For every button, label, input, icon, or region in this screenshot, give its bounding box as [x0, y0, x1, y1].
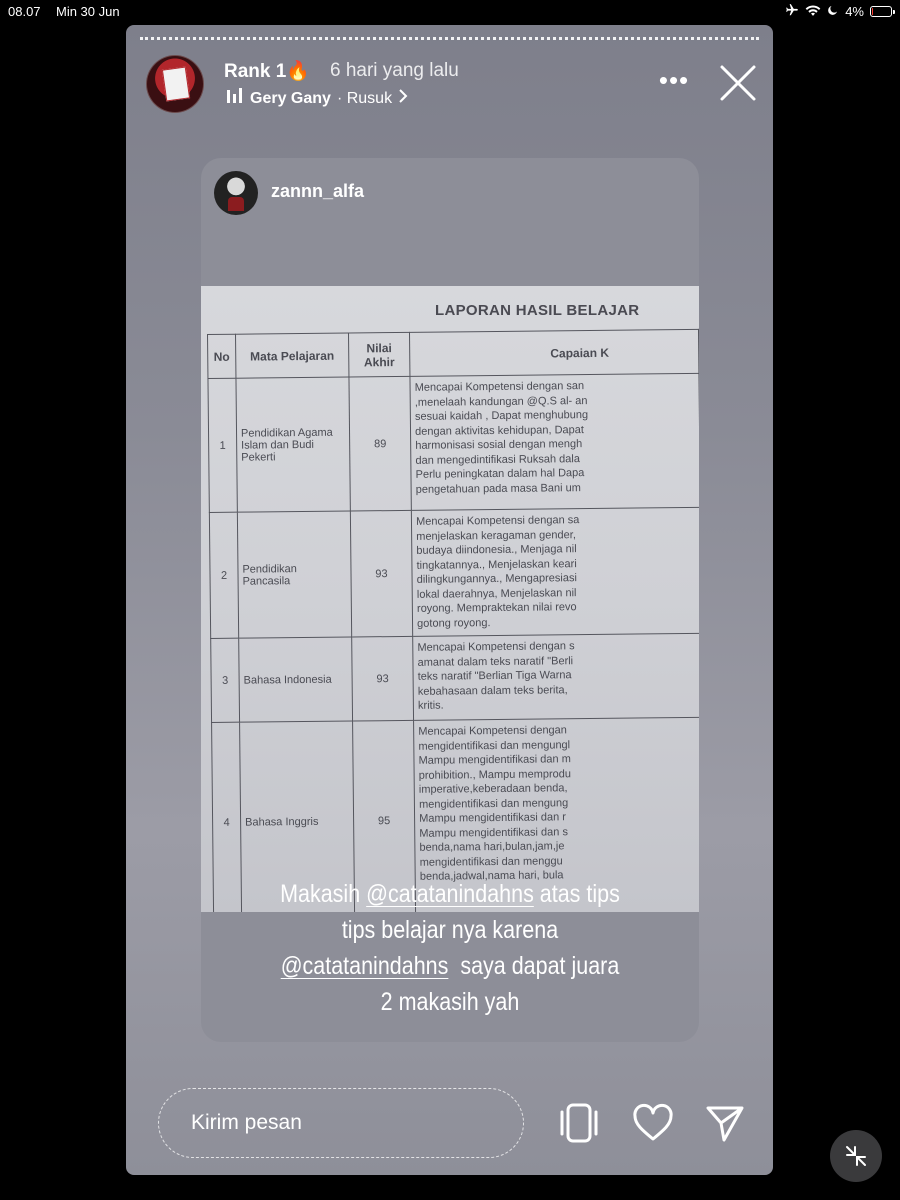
mention-link[interactable]: @catatanindahns [280, 952, 449, 980]
desc-line: Perlu peningkatan dalam hal Dapa [415, 467, 585, 481]
desc-line: Mencapai Kompetensi dengan [418, 724, 567, 738]
caption-line: tips belajar nya karena [341, 916, 559, 944]
caption-text: atas tips [533, 880, 620, 908]
battery-level [872, 8, 873, 15]
row-score: 93 [352, 636, 414, 721]
row-description [413, 633, 699, 720]
desc-line: sesuai kaidah , Dapat menghubung [414, 409, 589, 423]
header-subject: Mata Pelajaran [235, 333, 348, 378]
status-time: 08.07 [8, 4, 41, 19]
story-viewer[interactable] [126, 25, 773, 1175]
post-avatar[interactable] [214, 171, 258, 215]
status-icons [785, 3, 892, 20]
share-button[interactable] [702, 1100, 748, 1146]
caption-text: Makasih [280, 880, 367, 908]
send-icon [702, 1100, 748, 1146]
status-bar [0, 0, 900, 24]
desc-line: imperative,keberadaan benda, [418, 782, 568, 796]
desc-line: dilingkungannya., Mengapresiasi [416, 572, 577, 586]
story-user-line [224, 59, 459, 83]
mention-link[interactable]: @catatanindahns [366, 880, 534, 908]
caption-line [236, 948, 664, 984]
table-row [208, 373, 699, 512]
row-description [411, 507, 699, 636]
story-avatar[interactable] [146, 55, 204, 113]
desc-line: Mencapai Kompetensi dengan sa [416, 514, 580, 528]
desc-line: dengan aktivitas kehidupan, Dapat [415, 423, 584, 438]
wifi-icon [805, 4, 821, 20]
close-icon [716, 61, 760, 105]
desc-line: mengidentifikasi dan mengung [418, 796, 569, 811]
desc-line: lokal daerahnya, Menjelaskan nil [416, 586, 577, 601]
desc-line: royong. Mempraktekan nilai revo [416, 601, 577, 615]
shared-post-card[interactable] [201, 158, 699, 1042]
send-message-input[interactable]: Kirim pesan [158, 1088, 524, 1158]
desc-line: harmonisasi sosial dengan mengh [415, 438, 583, 452]
story-music[interactable] [226, 88, 408, 109]
desc-line: Mencapai Kompetensi dengan s [417, 640, 575, 654]
post-username[interactable]: zannn_alfa [271, 181, 365, 201]
post-photo [201, 286, 699, 912]
story-progress-bar [140, 37, 759, 40]
row-subject: Bahasa Indonesia [239, 637, 353, 722]
desc-line: Mampu mengidentifikasi dan m [418, 753, 571, 767]
like-button[interactable] [630, 1100, 676, 1146]
stack-view-button[interactable] [556, 1100, 602, 1146]
header-achievement: Capaian K [410, 329, 699, 376]
desc-line: teks naratif "Berlian Tiga Warna [417, 669, 572, 683]
desc-line: Mencapai Kompetensi dengan san [414, 380, 585, 394]
desc-line: benda,jadwal,nama hari, bula [419, 869, 564, 883]
row-score: 93 [350, 510, 413, 637]
battery-icon [870, 6, 892, 17]
desc-line: ,menelaah kandungan @Q.S al- an [414, 394, 588, 409]
collapse-arrows-icon [830, 1130, 882, 1182]
row-score: 89 [349, 376, 412, 511]
desc-line: kebahasaan dalam teks berita, [417, 683, 568, 698]
desc-line: pengetahuan pada masa Bani um [415, 481, 581, 496]
story-header [146, 55, 756, 115]
report-header-row [208, 329, 699, 378]
caption-text: saya dapat juara [448, 952, 620, 980]
row-no: 1 [208, 378, 237, 512]
desc-line: benda,nama hari,bulan,jam,je [419, 840, 565, 854]
row-no: 3 [211, 638, 240, 722]
desc-line: tingkatannya., Menjelaskan keari [416, 557, 577, 572]
story-time-ago: 6 hari yang lalu [329, 60, 459, 81]
table-row [211, 633, 699, 722]
music-bars-icon [226, 88, 244, 109]
status-date: Min 30 Jun [56, 4, 120, 19]
desc-line: mengidentifikasi dan mengungl [418, 738, 571, 753]
music-title: · Rusuk [336, 89, 393, 107]
desc-line: amanat dalam teks naratif "Berli [417, 654, 574, 669]
desc-line: Mampu mengidentifikasi dan s [419, 825, 568, 840]
caption-line: 2 makasih yah [380, 988, 520, 1016]
battery-text: 4% [845, 4, 864, 19]
row-no: 4 [212, 722, 242, 912]
close-button[interactable] [716, 61, 760, 105]
story-username[interactable]: Rank 1🔥 [224, 61, 310, 82]
row-description [410, 373, 699, 510]
desc-line: kritis. [417, 699, 444, 712]
desc-line: budaya diindonesia., Menjaga nil [416, 543, 577, 557]
more-options-button[interactable]: ••• [658, 65, 690, 95]
chevron-right-icon [398, 89, 408, 108]
heart-icon [630, 1100, 676, 1146]
post-caption [236, 876, 664, 1020]
report-title: LAPORAN HASIL BELAJAR [435, 302, 640, 319]
table-row [209, 507, 699, 638]
desc-line: mengidentifikasi dan menggu [419, 854, 563, 869]
music-artist: Gery Gany [250, 89, 331, 107]
moon-icon [827, 4, 839, 19]
caption-line [236, 876, 664, 912]
desc-line: Mampu mengidentifikasi dan r [419, 811, 567, 825]
header-no: No [208, 334, 236, 378]
row-score: 95 [352, 720, 415, 912]
header-score: Nilai Akhir [348, 332, 410, 377]
airplane-icon [785, 3, 799, 20]
desc-line: prohibition., Mampu memprodu [418, 767, 572, 782]
minimize-button[interactable] [830, 1130, 882, 1182]
row-no: 2 [209, 512, 238, 638]
report-table [207, 329, 699, 912]
desc-line: dan mengedintifikasi Ruksah dala [415, 452, 580, 467]
row-subject: Pendidikan Pancasila [237, 511, 351, 638]
row-subject: Bahasa Inggris [240, 721, 355, 912]
row-subject: Pendidikan Agama Islam dan Budi Pekerti [236, 377, 350, 512]
desc-line: menjelaskan keragaman gender, [416, 528, 576, 543]
stack-icon [556, 1100, 602, 1146]
desc-line: gotong royong. [417, 616, 491, 630]
